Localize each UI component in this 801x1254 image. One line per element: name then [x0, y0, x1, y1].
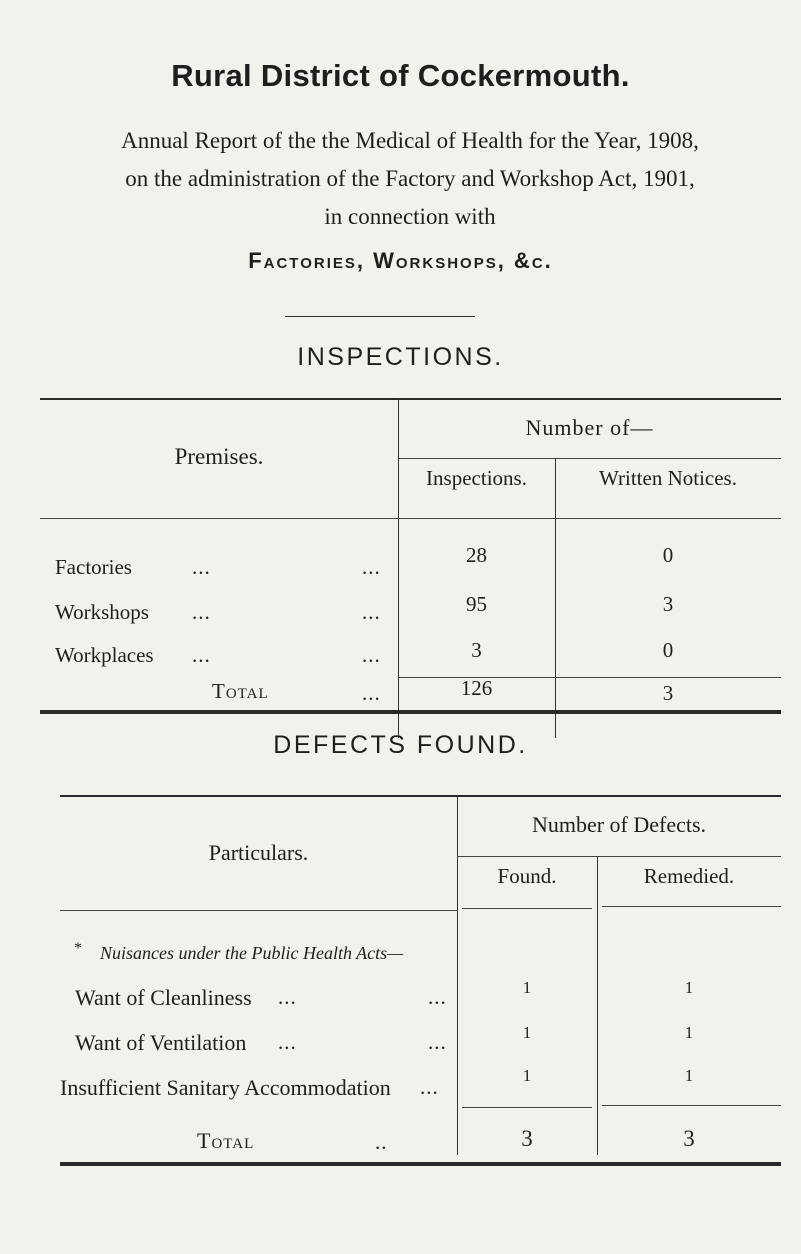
row-workshops-dots-2: ...	[362, 600, 381, 624]
defects-total-label: Total	[197, 1128, 255, 1153]
row-workplaces-dots-2: ...	[362, 643, 381, 667]
row-workplaces-label: Workplaces	[55, 643, 154, 667]
particulars-header: Particulars.	[208, 840, 309, 865]
row-workplaces-notices: 0	[662, 638, 674, 662]
inspections-total-dots: ...	[362, 681, 381, 705]
row-sanitary-label: Insufficient Sanitary Accommodation	[60, 1075, 391, 1100]
row-workshops-inspections: 95	[466, 592, 487, 616]
row-workshops-label: Workshops	[55, 600, 149, 624]
intro-paragraph	[60, 122, 760, 236]
defects-vline-2	[597, 856, 598, 1155]
row-ventilation-dots-2: ...	[428, 1030, 447, 1054]
defects-total-found: 3	[521, 1126, 533, 1151]
subject-underline	[285, 316, 475, 317]
intro-line-1: Annual Report of the the Medical of Health for the Year, 1908,	[121, 128, 699, 153]
row-cleanliness-dots-2: ...	[428, 985, 447, 1009]
number-of-defects-underline	[457, 856, 781, 857]
number-of-header: Number of—	[525, 415, 654, 440]
subject-line: Factories, Workshops, &c.	[248, 248, 553, 273]
defects-header-rule-remedied	[602, 906, 781, 907]
inspections-header-rule	[40, 518, 781, 519]
defects-total-remedied: 3	[683, 1126, 695, 1151]
defects-vline-1	[457, 795, 458, 1155]
written-notices-col-header: Written Notices.	[599, 466, 737, 490]
row-factories-dots-2: ...	[362, 555, 381, 579]
inspections-total-count: 126	[460, 676, 493, 700]
inspections-heading: INSPECTIONS.	[297, 343, 504, 371]
row-ventilation-label: Want of Ventilation	[75, 1030, 247, 1055]
row-workplaces-dots-1: ...	[192, 643, 211, 667]
row-workshops-notices: 3	[662, 592, 674, 616]
defects-header-rule-found	[462, 908, 592, 909]
defects-subheading: Nuisances under the Public Health Acts—	[100, 943, 404, 963]
inspections-bottom-rule	[40, 710, 781, 714]
intro-line-2: on the administration of the Factory and Workshop Act, 1901,	[125, 166, 695, 191]
row-ventilation-found: 1	[522, 1023, 532, 1042]
defects-asterisk: *	[74, 940, 82, 957]
defects-top-rule	[60, 795, 781, 797]
row-factories-dots-1: ...	[192, 555, 211, 579]
premises-header: Premises.	[174, 444, 264, 469]
row-workshops-dots-1: ...	[192, 600, 211, 624]
document-title: Rural District of Cockermouth.	[171, 58, 630, 93]
row-workplaces-inspections: 3	[471, 638, 482, 662]
defects-bottom-rule	[60, 1162, 781, 1166]
inspections-total-label: Total	[212, 679, 269, 703]
remedied-col-header: Remedied.	[643, 864, 735, 888]
defects-total-rule-found	[462, 1107, 592, 1108]
intro-line-3: in connection with	[324, 204, 496, 229]
number-of-defects-header: Number of Defects.	[531, 812, 707, 837]
defects-header-rule-left	[60, 910, 457, 911]
row-ventilation-dots: ...	[278, 1030, 297, 1054]
defects-heading: DEFECTS FOUND.	[273, 731, 528, 759]
row-factories-label: Factories	[55, 555, 132, 579]
row-cleanliness-dots: ...	[278, 985, 297, 1009]
row-sanitary-found: 1	[522, 1066, 532, 1085]
inspections-top-rule	[40, 398, 781, 400]
row-sanitary-remedied: 1	[684, 1066, 694, 1085]
number-of-underline	[398, 458, 781, 459]
defects-total-dots: ..	[375, 1130, 388, 1154]
inspections-col-header: Inspections.	[426, 466, 527, 490]
row-factories-notices: 0	[662, 543, 674, 567]
row-cleanliness-remedied: 1	[684, 978, 694, 997]
row-factories-inspections: 28	[466, 543, 487, 567]
inspections-total-notices: 3	[662, 681, 674, 705]
found-col-header: Found.	[497, 864, 557, 888]
row-sanitary-dots: ...	[420, 1075, 439, 1099]
row-ventilation-remedied: 1	[684, 1023, 694, 1042]
row-cleanliness-label: Want of Cleanliness	[75, 985, 252, 1010]
row-cleanliness-found: 1	[522, 978, 532, 997]
defects-total-rule-remedied	[602, 1105, 781, 1106]
